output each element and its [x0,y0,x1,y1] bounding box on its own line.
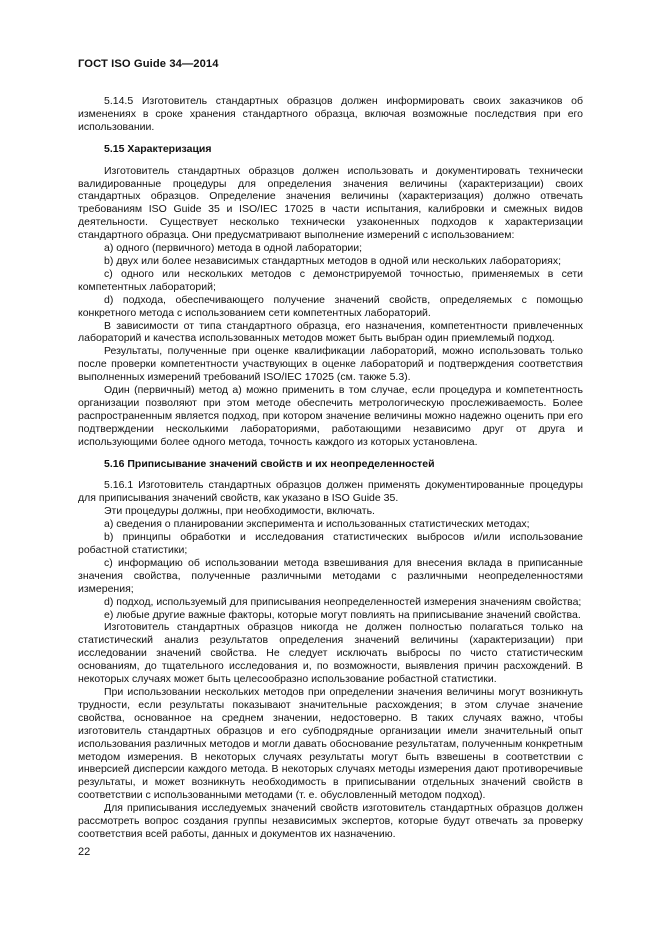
paragraph: с) одного или нескольких методов с демонстрируемой точностью, применяемых в сети компетентных лабораторий; [78,267,583,293]
section-spacer [78,134,583,143]
paragraph: b) принципы обработки и исследования статистических выбросов и/или использование робастной статистики; [78,531,583,556]
paragraph: с) информацию об использовании метода взвешивания для внесения вклада в приписанные значения свойства, полученные различными методами с различными неопределенностями измерения; [78,556,583,595]
paragraph: d) подход, используемый для приписывания неопределенностей измерения значениям свойства; [104,595,582,608]
paragraph: 5.14.5 Изготовитель стандартных образцов должен информировать своих заказчиков об изменениях в сроке хранения стандартного образца, включая возможные последствия при его использовании. [78,95,583,133]
page-number: 22 [78,846,91,858]
section-spacer [78,470,583,479]
paragraph: е) любые другие важные факторы, которые могут повлиять на приписывание значений свойства. [104,608,581,621]
paragraph: В зависимости от типа стандартного образца, его назначения, компетентности привлеченных лабораторий и качества использованных методов может быть выбран один приемлемый подход. [78,319,583,345]
running-header: ГОСТ ISO Guide 34—2014 [78,58,219,70]
paragraph: а) одного (первичного) метода в одной лаборатории; [104,242,363,255]
paragraph: а) сведения о планировании эксперимента и использованных статистических методах; [104,518,530,531]
section-spacer [78,449,583,458]
paragraph: Изготовитель стандартных образцов никогда не должен полностью полагаться только на статистический анализ результатов определения значений величины (характеризации) при исследовании значений свойства. Не следует исключать выбросы по чисто статистическим основаниям, до тщательного исследования и, по возможности, выявления причин расхождений. В некоторых случаях может быть целесообразно использование робастной статистики. [78,621,583,686]
paragraph: b) двух или более независимых стандартных методов в одной или нескольких лабораториях; [104,254,561,267]
section-spacer [78,156,583,165]
paragraph: Эти процедуры должны, при необходимости, включать. [104,505,375,518]
paragraph: 5.16.1 Изготовитель стандартных образцов должен применять документированные процедуры для приписывания значений свойств, как указано в ISO Guide 35. [78,479,583,505]
paragraph: При использовании нескольких методов при определении значения величины могут возникнуть трудности, если результаты показывают значительные расхождения; в этом случае значение свойства, основанное на среднем значении, недостоверно. В таких случаях важно, чтобы изготовитель стандартных образцов и его субподрядные организации имели значительный опыт использования различных методов и могли давать обоснование результатам, полученным конкретным методом измерения. В некоторых случаях результаты могут быть взвешены в соответствии с инверсией дисперсии каждого метода. В некоторых случаях методы измерения дают противоречивые результаты, и может возникнуть необходимость в приписывании отдельных значений свойств в соответствии с использованными методами (т. е. обусловленный методом подход). [78,685,583,802]
section-heading: 5.15 Характеризация [104,142,212,155]
document-body [78,95,583,841]
paragraph: d) подхода, обеспечивающего получение значений свойств, определяемых с помощью конкретного метода с использованием сети компетентных лабораторий. [78,293,583,319]
paragraph: Изготовитель стандартных образцов должен использовать и документировать технически валидированные процедуры для определения значения величины (характеризации) своих стандартных образцов. Определение значения величины (характеризация) должно отвечать требованиям ISO Guide 35 и ISO/IEC 17025 в части испытания, калибровки и смежных видов деятельности. Существует несколько технически узаконенных подходов к характеризации стандартного образца. Они предусматривают выполнение измерений с использованием: [78,164,583,242]
section-heading: 5.16 Приписывание значений свойств и их неопределенностей [104,457,435,470]
paragraph: Для приписывания исследуемых значений свойств изготовитель стандартных образцов должен рассмотреть вопрос создания группы независимых экспертов, которые будут отвечать за проверку соответствия всей работы, данных и документов их назначению. [78,802,583,840]
paragraph: Результаты, полученные при оценке квалификации лабораторий, можно использовать только после проверки компетентности участвующих в оценке лабораторий и подтверждения соответствия выполненных измерений требований ISO/IEC 17025 (см. также 5.3). [78,345,583,384]
paragraph: Один (первичный) метод а) можно применить в том случае, если процедура и компетентность организации позволяют при этом методе обеспечить метрологическую прослеживаемость. Более распространенным является подход, при котором значение величины можно надежно оценить при его подтверждении несколькими лабораториями, работающими независимо друг от друга и использующими более одного метода, точность каждого из которых установлена. [78,384,583,448]
